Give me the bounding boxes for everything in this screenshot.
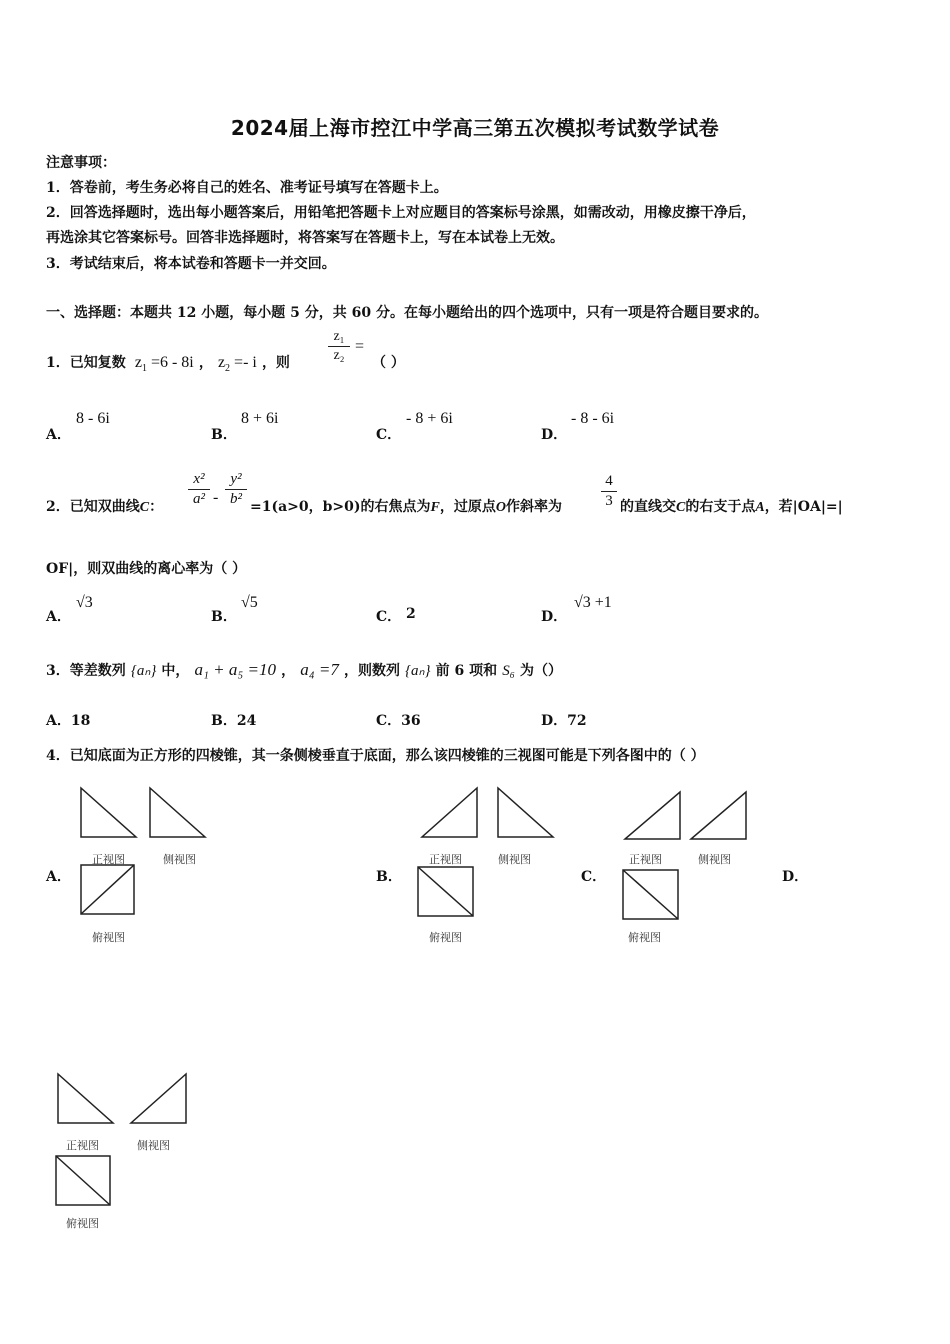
notice-item-1: 1．答卷前，考生务必将自己的姓名、准考证号填写在答题卡上。 xyxy=(46,180,448,196)
notice-item-2b: 再选涂其它答案标号。回答非选择题时，将答案写在答题卡上，写在本试卷上无效。 xyxy=(46,230,564,246)
question-2-stem-line2: OF|，则双曲线的离心率为（ ） xyxy=(46,561,247,577)
q3-option-d: D．72 xyxy=(541,713,587,729)
q2-option-b-value: √5 xyxy=(241,594,258,611)
q4-option-d-label: D． xyxy=(782,869,809,885)
option-a-top-caption: 俯视图 xyxy=(92,931,125,944)
question-1-stem: 1．已知复数 $z_1 =6 - 8i$ ， $z_2 =- i$ ，则 xyxy=(46,354,290,374)
option-d-top-caption: 俯视图 xyxy=(66,1217,99,1230)
option-c-front-view xyxy=(624,791,682,841)
q1-option-b-label: B． xyxy=(211,427,237,443)
option-b-side-view xyxy=(497,787,555,839)
q4-option-b-label: B． xyxy=(376,869,402,885)
q2-option-c-label: C． xyxy=(376,609,402,625)
q1-option-b-value: 8 + 6i xyxy=(241,410,279,427)
notice-item-3: 3．考试结束后，将本试卷和答题卡一并交回。 xyxy=(46,256,336,272)
q1-option-a-value: 8 - 6i xyxy=(76,410,110,427)
option-a-side-view xyxy=(149,787,207,839)
q4-option-a-label: A． xyxy=(46,869,71,885)
option-b-top-caption: 俯视图 xyxy=(429,931,462,944)
page-title: 2024届上海市控江中学高三第五次模拟考试数学试卷 xyxy=(230,116,720,140)
option-d-side-view xyxy=(130,1073,188,1125)
q1-option-a-label: A． xyxy=(46,427,71,443)
option-d-side-caption: 侧视图 xyxy=(137,1139,170,1152)
q1-option-d-value: - 8 - 6i xyxy=(571,410,615,427)
q3-option-c: C．36 xyxy=(376,713,421,729)
option-d-front-view xyxy=(57,1073,115,1125)
option-c-top-view xyxy=(622,869,680,921)
option-b-top-view xyxy=(417,866,475,918)
option-b-front-caption: 正视图 xyxy=(429,853,462,866)
option-c-side-caption: 侧视图 xyxy=(698,853,731,866)
question-2-fraction-x: x² a² xyxy=(188,471,210,508)
option-a-top-view xyxy=(80,864,136,916)
question-4-stem: 4．已知底面为正方形的四棱锥，其一条侧棱垂直于底面，那么该四棱锥的三视图可能是下列各图中的（ ） xyxy=(46,748,705,764)
option-a-front-caption: 正视图 xyxy=(92,853,125,866)
q1-option-c-value: - 8 + 6i xyxy=(406,410,453,427)
question-2-stem-tail: 的直线交C的右支于点A，若|OA|=| xyxy=(620,499,843,515)
question-2-slope: 4 3 xyxy=(601,473,617,510)
question-1-paren: （ ） xyxy=(372,355,405,371)
question-2-stem: =1(a>0，b>0)的右焦点为F，过原点O作斜率为 xyxy=(250,499,562,515)
q3-option-b: B．24 xyxy=(211,713,257,729)
q2-option-d-label: D． xyxy=(541,609,568,625)
option-b-front-view xyxy=(421,787,479,839)
option-c-front-caption: 正视图 xyxy=(629,853,662,866)
q4-option-c-label: C． xyxy=(581,869,607,885)
option-d-top-view xyxy=(55,1155,113,1207)
option-a-front-view xyxy=(80,787,138,839)
question-3-stem: 3．等差数列 {aₙ} 中， a₁ + a₅ =10 ， a₄ =7 ，则数列 {aₙ} 前 6 项和 S₆ 为（） xyxy=(46,660,563,679)
question-2-fraction-y: y² b² xyxy=(225,471,247,508)
q2-option-a-value: √3 xyxy=(76,594,93,611)
option-a-side-caption: 侧视图 xyxy=(163,853,196,866)
q2-option-c-value: 2 xyxy=(406,606,416,622)
notice-heading: 注意事项： xyxy=(46,155,116,171)
q2-option-b-label: B． xyxy=(211,609,237,625)
option-d-front-caption: 正视图 xyxy=(66,1139,99,1152)
option-c-side-view xyxy=(690,791,748,841)
q1-option-d-label: D． xyxy=(541,427,568,443)
question-1-fraction: z₁ z₂ xyxy=(328,329,350,364)
q3-option-a: A．18 xyxy=(46,713,91,729)
section-heading: 一、选择题：本题共 12 小题，每小题 5 分，共 60 分。在每小题给出的四个选项中，只有一项是符合题目要求的。 xyxy=(46,305,768,321)
q2-option-d-value: √3 +1 xyxy=(574,594,612,611)
q2-option-a-label: A． xyxy=(46,609,71,625)
notice-item-2a: 2．回答选择题时，选出每小题答案后，用铅笔把答题卡上对应题目的答案标号涂黑，如需改动，用橡皮擦干净后， xyxy=(46,205,756,221)
q1-option-c-label: C． xyxy=(376,427,402,443)
option-b-side-caption: 侧视图 xyxy=(498,853,531,866)
question-2-prefix: 2．已知双曲线C： xyxy=(46,499,164,515)
question-2-minus: - xyxy=(213,489,219,506)
question-1-equals: = xyxy=(355,338,365,355)
option-c-top-caption: 俯视图 xyxy=(628,931,661,944)
